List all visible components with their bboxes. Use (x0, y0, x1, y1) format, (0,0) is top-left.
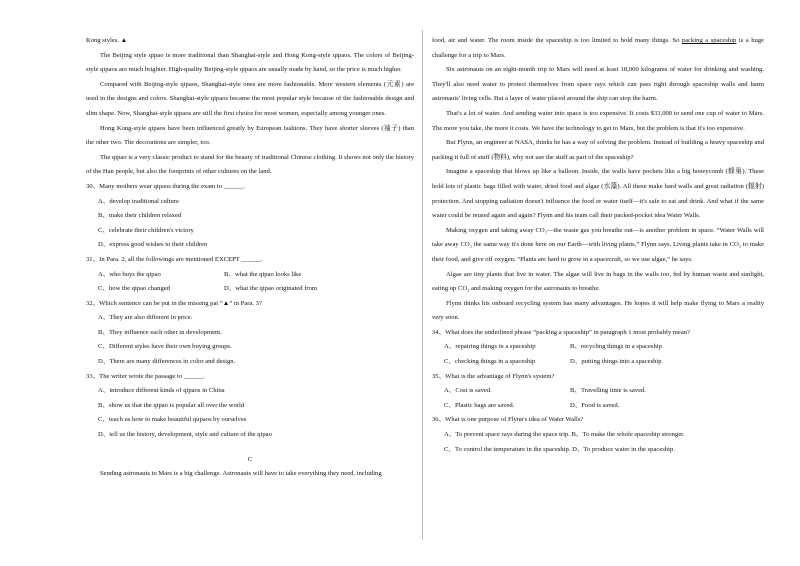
options-31-row2 (86, 282, 414, 297)
option-32a: A、They are also different in price. (98, 314, 193, 322)
question-31: 31、In Para. 2, all the followings are mentioned EXCEPT ______. (86, 255, 263, 263)
question-32: 32、Which sentence can be put in the missing pat “▲” in Para. 3? (86, 299, 262, 307)
text-run: is a huge challenge for a trip to Mars. (432, 37, 765, 59)
option-33a: A、introduce different kinds of qipaos in China (98, 387, 225, 395)
options-34-row2 (432, 355, 764, 370)
options-35-row1 (432, 384, 764, 399)
question-36: 36、What is one purpose of Flynn's idea of Water Walls? (432, 416, 584, 424)
option-35b: B、Travelling time is saved. (570, 387, 646, 395)
option-30a: A、develop traditional culture (98, 197, 179, 205)
option-34b: B、recycling things in a spaceship (570, 343, 662, 351)
question-35: 35、What is the advantage of Flynn's system? (432, 372, 555, 380)
right-column (432, 34, 764, 457)
option-30d: D、express good wishes to their children (98, 241, 208, 249)
option-35d: D、Food is saved. (570, 401, 620, 409)
option-33b: B、show us that the qipao is popular all over the world (98, 401, 245, 409)
passage-paragraph: Compared with Beijing-style qipaos, Shanghai-style ones are more fashionable. More western elements (元素) are used in the designs and colors. Shanghai-style qipaos became the most popular style because of the fashionable design and slim shape. Now, Shanghai-style qipaos are still the first choice for most women, especially among younger ones. (86, 80, 414, 117)
option-31d: D、what the qipao originated from (224, 285, 318, 293)
question-34: 34、What does the underlined phrase “packing a spaceship” in paragraph 1 most probably mean? (432, 328, 690, 336)
option-34a: A、repairing things in a spaceship (444, 343, 536, 351)
options-36-row2: C、To control the temperature in the spaceship. D、To produce water in the spaceship. (444, 445, 675, 453)
options-34-row1 (432, 340, 764, 355)
passage-paragraph: Hong Kong-style qipaos have been influenced greatly by European fashions. They have shorter sleeves (袖子) than the other two. The decorations are simpler, too. (86, 124, 414, 147)
option-34d: D、putting things into a spaceship (570, 358, 662, 366)
text-run: food, air and water. The room inside the spaceship is too limited to hold many things. So (432, 37, 682, 44)
option-35a: A、Cost is saved. (444, 387, 492, 395)
question-30: 30、Many mothers wear qipaos during the exam to ______. (86, 182, 246, 190)
option-31c: C、how the qipao changed (98, 285, 170, 293)
passage-paragraph: Flynn thinks his onboard recycling system has many advantages. He hopes it will help make flying to Mars a reality very soon. (432, 299, 764, 322)
option-31b: B、what the qipao looks like (224, 270, 302, 278)
options-36-row1: A、To prevent space rays during the space trip. B、To make the whole spaceship stronger. (444, 431, 685, 439)
option-30c: C、celebrate their children's victory (98, 226, 194, 234)
passage-paragraph: The qipao is a very classic product to stand for the beauty of traditional Chinese clothing. It shows not only the history of the Han people, but also the footprints of other cultures on the land. (86, 153, 414, 176)
option-35c: C、Plastic bags are saved. (444, 401, 515, 409)
question-33: 33、The writer wrote the passage to ______. (86, 372, 206, 380)
underlined-phrase: packing a spaceship (681, 37, 737, 44)
passage-paragraph: The Beijing style qipao is more traditional than Shanghai-style and Hong Kong-style qipaos. The colors of Beijing-style qipaos are much brighter. High-quality Beijing-style qipaos are usually made by hand, so the price is much higher. (86, 51, 414, 74)
passage-paragraph: That's a lot of water. And sending water into space is too expensive. It costs $33,000 to send one cup of water to Mars. The more you take, the more it costs. We have the technology to get to Mars, but the problem is that it's too expensive. (432, 109, 764, 132)
option-33d: D、tell us the history, development, style and culture of the qipao (98, 431, 272, 439)
passage-paragraph (432, 34, 764, 63)
option-30b: B、make their children relaxed (98, 212, 182, 220)
passage-paragraph: Making oxygen and taking away CO₂—the waste gas you breathe out—is another problem in space. “Water Walls will take away CO₂ the same way it's done here on our Earth—with living plants,” Flynn says. Living plants take in CO₂ to make their food, and give off oxygen. “Plants are hard to grow in a spacecraft, so we use algae,” he says. (432, 226, 764, 263)
options-35-row2 (432, 399, 764, 414)
option-31a: A、who buys the qipao (98, 270, 161, 278)
left-column (86, 34, 414, 482)
passage-paragraph: Sending astronauts to Mars is a big challenge. Astronauts will have to take everything they need, including (100, 470, 382, 478)
passage-paragraph: But Flynn, an engineer at NASA, thinks he has a way of solving the problem. Instead of building a heavy spaceship and packing it full of stuff (物料), why not use the stuff as part of the spaceship? (432, 139, 764, 161)
passage-paragraph: Algae are tiny plants that live in water. The algae will live in bags in the walls too, fed by human waste and sunlight, eating up CO₂ and making oxygen for the astronauts to breathe. (432, 270, 764, 293)
option-33c: C、teach us how to make beautiful qupaos by ourselves (98, 416, 247, 424)
passage-paragraph: Kong styles. ▲ (86, 37, 128, 44)
options-31-row1 (86, 268, 414, 283)
option-32b: B、They influence each other in development. (98, 328, 222, 336)
passage-paragraph: Six astronauts on an eight-month trip to Mars will need at least 18,000 kilograms of water for drinking and washing. They'll also need water to protect themselves from space rays which can pass right through spaceship walls and harm astronauts' living cells. But a layer of water placed around the ship can stop the harm. (432, 66, 764, 103)
section-heading: C (247, 455, 253, 463)
option-34c: C、checking things in a spaceship (444, 358, 536, 366)
option-32c: C、Different styles have their own buying groups. (98, 343, 232, 351)
column-divider (422, 30, 423, 540)
option-32d: D、There are many differences in color and design. (98, 358, 236, 366)
passage-paragraph: Imagine a spaceship that blows up like a balloon. Inside, the walls have pockets like a big honeycomb (蜂巢). These hold lots of plastic bags filled with water, dried food and algae (水藻). All these make hard walls and great radiation (辐射) protection. And stopping radiation doesn't influence the food or water itself—it's safe to eat and drink. And what if the same water could be reused again and again? Flynn and his team call their packed-pocket idea Water Walls. (432, 168, 764, 220)
